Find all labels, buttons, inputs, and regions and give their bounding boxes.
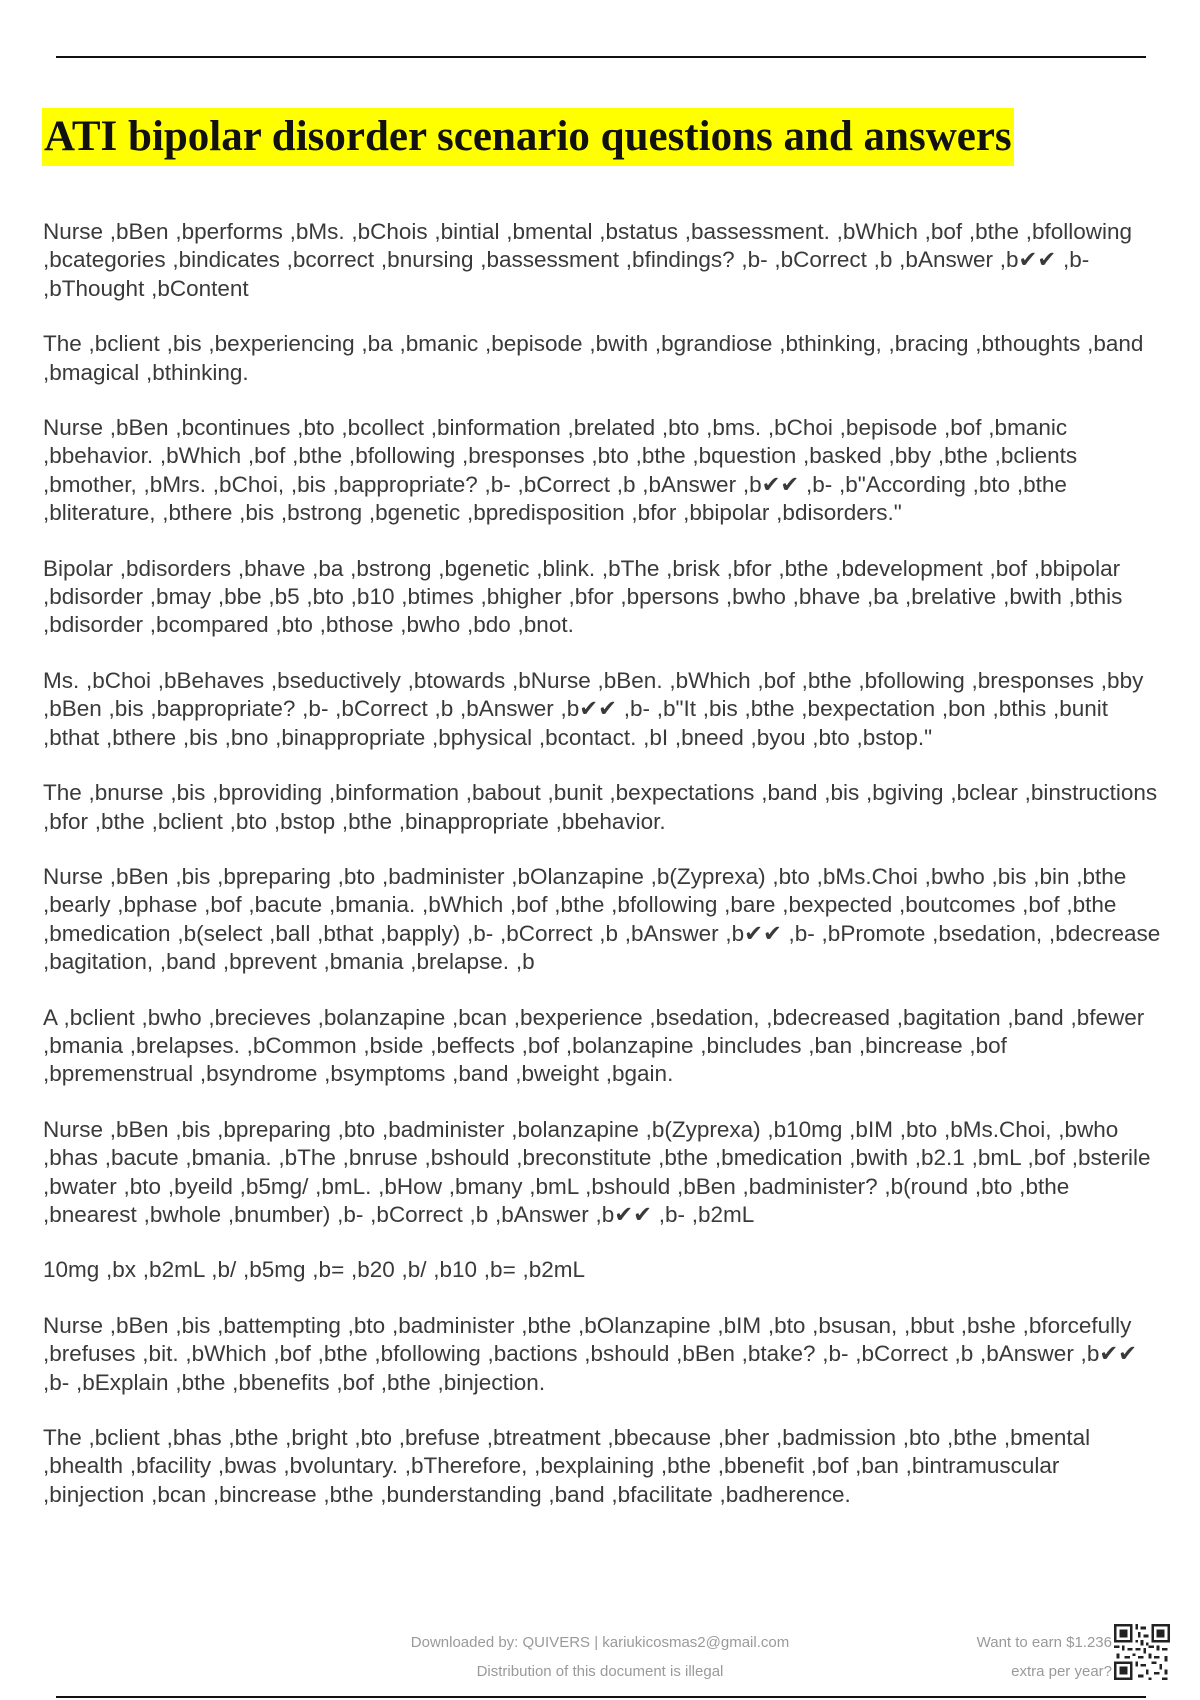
paragraph: Ms. ,bChoi ,bBehaves ,bseductively ,btowards ,bNurse ,bBen. ,bWhich ,bof ,bthe ,bfollowing ,bresponses ,bby ,bBen ,bis ,bappropriate? ,b- ,bCorrect ,b ,bAnswer ,b✔✔ ,b- ,b"It ,bis ,bthe ,bexpectation ,bon ,bthis ,bunit ,bthat ,bthere ,bis ,bno ,binappropriate ,bphysical ,bcontact. ,bI ,bneed ,byou ,bto ,bstop." bbox=[43, 667, 1144, 750]
promo-line-1: Want to earn $1.236 bbox=[976, 1634, 1112, 1651]
paragraph: The ,bclient ,bis ,bexperiencing ,ba ,bmanic ,bepisode ,bwith ,bgrandiose ,bthinking, ,bracing ,bthoughts ,band ,bmagical ,bthinking. bbox=[43, 331, 1144, 385]
promo-line-2: extra per year? bbox=[1011, 1663, 1112, 1680]
paragraph: The ,bnurse ,bis ,bproviding ,binformation ,babout ,bunit ,bexpectations ,band ,bis ,bgiving ,bclear ,binstructions ,bfor ,bthe ,bclient ,bto ,bstop ,bthe ,binappropriate ,bbehavior. bbox=[43, 780, 1158, 834]
downloaded-by-text: Downloaded by: QUIVERS | kariukicosmas2@gmail.com bbox=[410, 1634, 790, 1651]
paragraph: Nurse ,bBen ,bperforms ,bMs. ,bChois ,bintial ,bmental ,bstatus ,bassessment. ,bWhich ,bof ,bthe ,bfollowing ,bcategories ,bindicates ,bcorrect ,bnursing ,bassessment ,bfindings? ,b- ,bCorrect ,b ,bAnswer ,b✔✔ ,b- ,bThought ,bContent bbox=[43, 219, 1133, 301]
qr-code-icon[interactable] bbox=[1114, 1624, 1170, 1680]
paragraph: The ,bclient ,bhas ,bthe ,bright ,bto ,brefuse ,btreatment ,bbecause ,bher ,badmission ,bto ,bthe ,bmental ,bhealth ,bfacility ,bwas ,bvoluntary. ,bTherefore, ,bexplaining ,bthe ,bbenefit ,bof ,ban ,bintramuscular ,binjection ,bcan ,bincrease ,bthe ,bunderstanding ,band ,bfacilitate ,badherence. bbox=[43, 1425, 1091, 1507]
paragraph: 10mg ,bx ,b2mL ,b/ ,b5mg ,b= ,b20 ,b/ ,b10 ,b= ,b2mL bbox=[43, 1257, 586, 1283]
distribution-notice: Distribution of this document is illegal bbox=[476, 1663, 724, 1680]
footer-download-info bbox=[300, 1628, 900, 1686]
paragraph: A ,bclient ,bwho ,brecieves ,bolanzapine ,bcan ,bexperience ,bsedation, ,bdecreased ,bagitation ,band ,bfewer ,bmania ,brelapses. ,bCommon ,bside ,beffects ,bof ,bolanzapine ,bincludes ,ban ,bincrease ,bof ,bpremenstrual ,bsyndrome ,bsymptoms ,band ,bweight ,bgain. bbox=[43, 1004, 1145, 1087]
paragraph: Nurse ,bBen ,bis ,battempting ,bto ,badminister ,bthe ,bOlanzapine ,bIM ,bto ,bsusan, ,bbut ,bshe ,bforcefully ,brefuses ,bit. ,bWhich ,bof ,bthe ,bfollowing ,bactions ,bshould ,bBen ,btake? ,b- ,bCorrect ,b ,bAnswer ,b✔✔ ,b- ,bExplain ,bthe ,bbenefits ,bof ,bthe ,binjection. bbox=[43, 1312, 1138, 1395]
paragraph: Nurse ,bBen ,bcontinues ,bto ,bcollect ,binformation ,brelated ,bto ,bms. ,bChoi ,bepisode ,bof ,bmanic ,bbehavior. ,bWhich ,bof ,bthe ,bfollowing ,bresponses ,bto ,bthe ,bquestion ,basked ,bby ,bthe ,bclients ,bmother, ,bMrs. ,bChoi, ,bis ,bappropriate? ,b- ,bCorrect ,b ,bAnswer ,b✔✔ ,b- ,b"According ,bto ,bthe ,bliterature, ,bthere ,bis ,bstrong ,bgenetic ,bpredisposition ,bfor ,bbipolar ,bdisorders." bbox=[43, 415, 1078, 526]
title-block bbox=[42, 108, 1014, 166]
paragraph: Bipolar ,bdisorders ,bhave ,ba ,bstrong ,bgenetic ,blink. ,bThe ,brisk ,bfor ,bthe ,bdevelopment ,bof ,bbipolar ,bdisorder ,bmay ,bbe ,b5 ,bto ,b10 ,btimes ,bhigher ,bfor ,bpersons ,bwho ,bhave ,ba ,brelative ,bwith ,bthis ,bdisorder ,bcompared ,bto ,bthose ,bwho ,bdo ,bnot. bbox=[43, 555, 1123, 638]
document-title: ATI bipolar disorder scenario questions and answers bbox=[42, 108, 1014, 166]
paragraph: Nurse ,bBen ,bis ,bpreparing ,bto ,badminister ,bolanzapine ,b(Zyprexa) ,b10mg ,bIM ,bto ,bMs.Choi, ,bwho ,bhas ,bacute ,bmania. ,bThe ,bnruse ,bshould ,breconstitute ,bthe ,bmedication ,bwith ,b2.1 ,bmL ,bof ,bsterile ,bwater ,bto ,byeild ,b5mg/ ,bmL. ,bHow ,bmany ,bmL ,bshould ,bBen ,badminister? ,b(round ,bto ,bthe ,bnearest ,bwhole ,bnumber) ,b- ,bCorrect ,b ,bAnswer ,b✔✔ ,b- ,b2mL bbox=[43, 1116, 1151, 1227]
top-rule bbox=[56, 56, 1146, 58]
footer-promo[interactable] bbox=[920, 1628, 1112, 1686]
bottom-rule bbox=[56, 1696, 1146, 1698]
document-body bbox=[43, 218, 1163, 1536]
paragraph: Nurse ,bBen ,bis ,bpreparing ,bto ,badminister ,bOlanzapine ,b(Zyprexa) ,bto ,bMs.Choi ,bwho ,bis ,bin ,bthe ,bearly ,bphase ,bof ,bacute ,bmania. ,bWhich ,bof ,bthe ,bfollowing ,bare ,bexpected ,boutcomes ,bof ,bthe ,bmedication ,b(select ,ball ,bthat ,bapply) ,b- ,bCorrect ,b ,bAnswer ,b✔✔ ,b- ,bPromote ,bsedation, ,bdecrease ,bagitation, ,band ,bprevent ,bmania ,brelapse. ,b bbox=[43, 863, 1161, 975]
